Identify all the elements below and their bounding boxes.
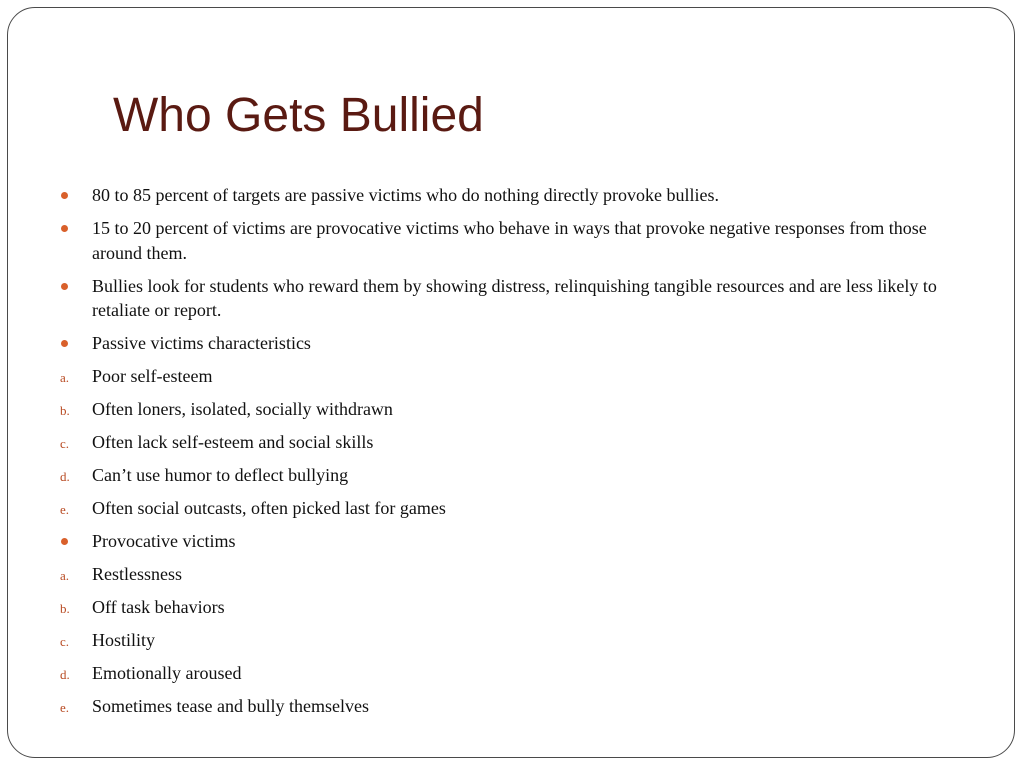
lettered-subitem [57,364,947,389]
bullet-item [57,183,947,208]
letter-marker: b. [60,601,70,616]
letter-marker: d. [60,469,70,484]
letter-marker: e. [60,700,70,715]
item-text: Poor self-esteem [92,366,213,386]
item-text: Can’t use humor to deflect bullying [92,465,349,485]
item-text: Often loners, isolated, socially withdrawn [92,399,393,419]
lettered-subitem [57,430,947,455]
bullet-dot [61,225,68,232]
item-text: Off task behaviors [92,597,225,617]
item-text: Passive victims characteristics [92,333,311,353]
bullet-dot [61,340,68,347]
bullet-item [57,529,947,554]
letter-marker: a. [60,370,70,385]
item-text: Often lack self-esteem and social skills [92,432,374,452]
slide-content-list [57,183,947,727]
item-text: Restlessness [92,564,182,584]
item-text: Provocative victims [92,531,236,551]
item-text: Sometimes tease and bully themselves [92,696,369,716]
letter-marker: b. [60,403,70,418]
letter-marker: d. [60,667,70,682]
lettered-subitem [57,661,947,686]
lettered-subitem [57,397,947,422]
letter-marker: a. [60,568,70,583]
item-text: Hostility [92,630,156,650]
bullet-item [57,331,947,356]
item-text: 80 to 85 percent of targets are passive victims who do nothing directly provoke bullies. [92,185,720,205]
bullet-dot [61,192,68,199]
lettered-subitem [57,562,947,587]
letter-marker: e. [60,502,70,517]
lettered-subitem [57,595,947,620]
lettered-subitem [57,496,947,521]
letter-marker: c. [60,436,70,451]
bullet-dot [61,283,68,290]
letter-marker: c. [60,634,70,649]
item-text: Bullies look for students who reward them by showing distress, relinquishing tangible resources and are less likely to retaliate or report. [92,275,937,320]
lettered-subitem [57,463,947,488]
bullet-dot [61,538,68,545]
item-text: 15 to 20 percent of victims are provocative victims who behave in ways that provoke negative responses from those around them. [92,218,927,263]
slide-title: Who Gets Bullied [113,89,484,142]
item-text: Emotionally aroused [92,663,242,683]
lettered-subitem [57,628,947,653]
item-text: Often social outcasts, often picked last for games [92,498,446,518]
lettered-subitem [57,694,947,719]
bullet-item [57,274,947,323]
bullet-item [57,216,947,265]
